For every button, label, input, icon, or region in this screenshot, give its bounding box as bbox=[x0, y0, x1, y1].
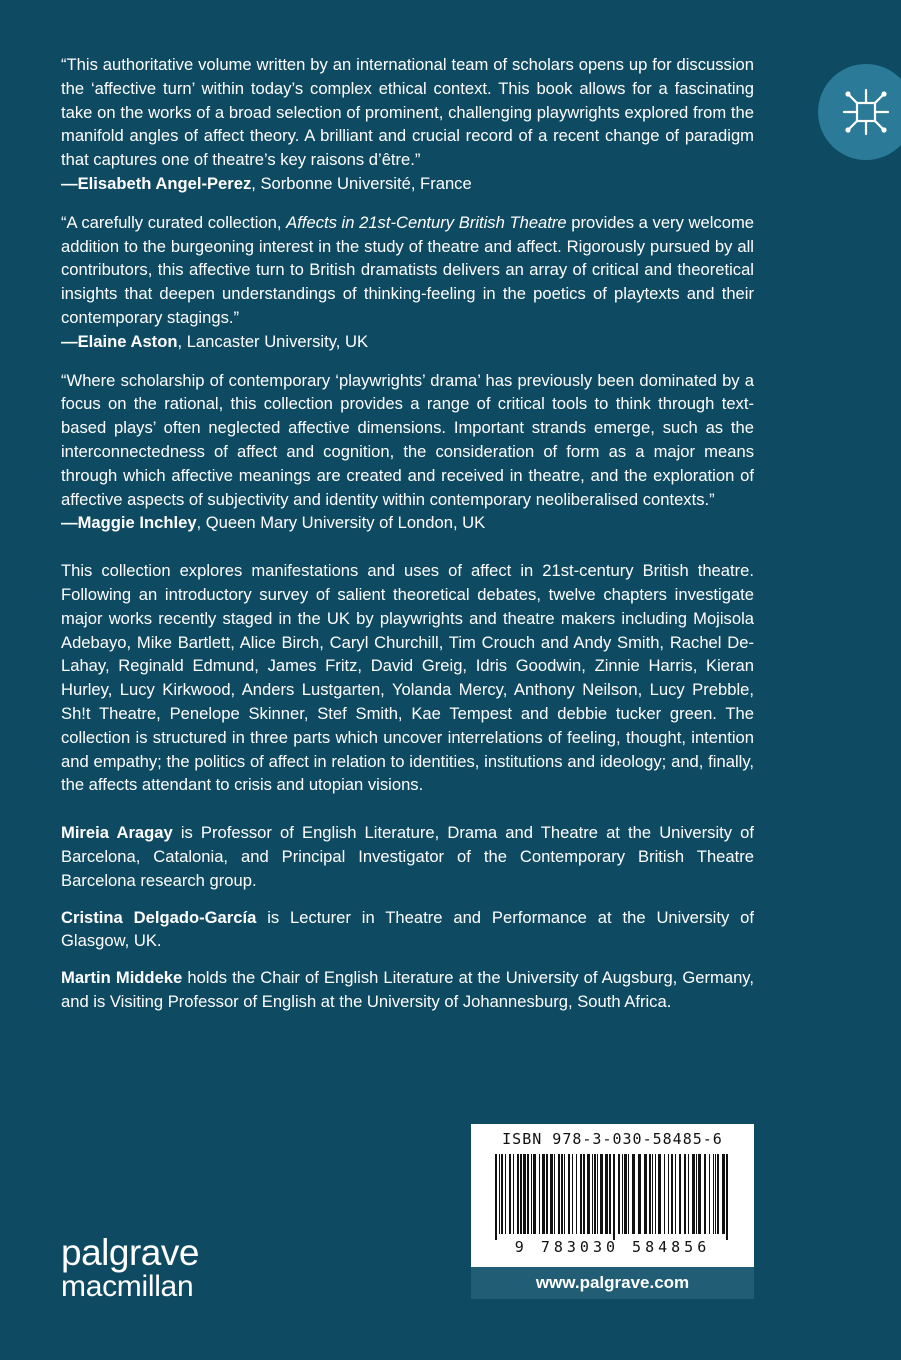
barcode-bar bbox=[587, 1154, 590, 1234]
barcode-bar bbox=[649, 1154, 651, 1234]
barcode-bar bbox=[671, 1154, 673, 1234]
barcode-bar bbox=[684, 1154, 686, 1234]
isbn-barcode bbox=[471, 1124, 754, 1299]
reviewer-name: Elaine Aston bbox=[77, 331, 178, 351]
barcode-bar bbox=[628, 1154, 629, 1234]
review-quote-3: “Where scholarship of contemporary ‘playwrights’ drama’ has previously been dominated by a focus on the rational, this collection provides a range of critical tools to think through text-based plays’ often neglected affective dimensions. Important strands emerge, such as the interconnectedness of affect and cognition, the consideration of form as a major means through which affective meanings are created and received in theatre, and the exploration of affective aspects of subjectivity and identity within contemporary neoliberalised contexts.” bbox=[61, 370, 754, 509]
barcode-bar bbox=[644, 1154, 647, 1234]
barcode-bar bbox=[542, 1154, 545, 1234]
cover-text bbox=[61, 53, 754, 1027]
palgrave-network-logo-icon bbox=[818, 64, 901, 160]
barcode-bar bbox=[658, 1154, 661, 1234]
barcode-bar bbox=[527, 1154, 529, 1234]
barcode-bar bbox=[709, 1154, 710, 1234]
barcode-bar bbox=[622, 1154, 623, 1234]
review-quote-2: “A carefully curated collection, Affects in 21st-Century British Theatre provides a very welcome addition to the burgeoning interest in the study of theatre and affect. Rigorously pursued by all contributors, this affective turn to British dramatists delivers an array of critical and theoretical insights that deepen understandings of thinking-feeling in the poetics of playtexts and their contemporary stagings.” bbox=[61, 212, 754, 327]
barcode-bar bbox=[501, 1154, 503, 1234]
barcode-bar bbox=[675, 1154, 676, 1234]
barcode-bar bbox=[520, 1154, 522, 1234]
book-title: Affects in 21st-Century British Theatre bbox=[286, 212, 567, 232]
barcode-bar bbox=[539, 1154, 540, 1234]
barcode-bar bbox=[698, 1154, 701, 1234]
barcode-bar bbox=[613, 1154, 615, 1240]
editor-bio-3: Martin Middeke holds the Chair of English Literature at the University of Augsburg, Germany, and is Visiting Professor of English at the University of Johannesburg, South Africa. bbox=[61, 968, 754, 1011]
barcode-bar bbox=[568, 1154, 570, 1234]
barcode-bar bbox=[561, 1154, 563, 1234]
barcode-bar bbox=[554, 1154, 555, 1234]
barcode-bar bbox=[583, 1154, 585, 1234]
reviewer-name: Elisabeth Angel-Perez bbox=[77, 173, 252, 193]
barcode-bar bbox=[550, 1154, 553, 1234]
barcode-bar bbox=[664, 1154, 665, 1234]
barcode-bar bbox=[509, 1154, 511, 1234]
barcode-bar bbox=[652, 1154, 653, 1234]
editor-bio-1: Mireia Aragay is Professor of English Literature, Drama and Theatre at the University of Barcelona, Catalonia, and Principal Investigator of the Contemporary British Theatre Barcelona research group. bbox=[61, 823, 754, 890]
barcode-bar bbox=[638, 1154, 641, 1234]
barcode-bar bbox=[564, 1154, 565, 1234]
barcode-bar bbox=[576, 1154, 577, 1234]
barcode-bars bbox=[495, 1154, 730, 1240]
barcode-bar bbox=[609, 1154, 611, 1234]
barcode-bar bbox=[717, 1154, 719, 1234]
barcode-bar bbox=[558, 1154, 560, 1234]
barcode-bar bbox=[533, 1154, 536, 1234]
barcode-bar bbox=[592, 1154, 593, 1234]
barcode-bar bbox=[679, 1154, 681, 1234]
barcode-bar bbox=[696, 1154, 697, 1234]
review-attribution-1: —Elisabeth Angel-Perez, Sorbonne Université, France bbox=[61, 173, 472, 193]
barcode-bar bbox=[713, 1154, 714, 1234]
barcode-bar bbox=[505, 1154, 506, 1234]
publisher-logo bbox=[61, 1234, 199, 1302]
barcode-bar bbox=[618, 1154, 620, 1234]
reviewer-name: Maggie Inchley bbox=[77, 513, 197, 533]
brand-palgrave: palgrave bbox=[61, 1232, 199, 1273]
barcode-bar bbox=[517, 1154, 519, 1234]
barcode-bar bbox=[499, 1154, 500, 1234]
barcode-bar bbox=[704, 1154, 706, 1234]
brand-macmillan: macmillan bbox=[61, 1270, 194, 1303]
book-summary: This collection explores manifestations and uses of affect in 21st-century British theatre. Following an introductory survey of salient theoretical debates, twelve chapters investigate major works recently staged in the UK by playwrights and theatre makers including Mojisola Adebayo, Mike Bartlett, Alice Birch, Caryl Churchill, Tim Crouch and Andy Smith, Rachel De-Lahay, Reginald Edmund, James Fritz, David Greig, Idris Goodwin, Zinnie Harris, Kieran Hurley, Lucy Kirkwood, Anders Lustgarten, Yolanda Mercy, Anthony Neilson, Lucy Prebble, Sh!t Theatre, Penelope Skinner, Stef Smith, Kae Tempest and debbie tucker green. The collection is structured in three parts which uncover interrelations of feeling, thought, intention and empathy; the politics of affect in relation to identities, institutions and ideology; and, finally, the affects attendant to crisis and utopian visions. bbox=[61, 561, 754, 795]
barcode-bar bbox=[632, 1154, 635, 1234]
barcode-bar bbox=[513, 1154, 514, 1234]
barcode-bar bbox=[688, 1154, 689, 1234]
review-quote-1: “This authoritative volume written by an international team of scholars opens up for discussion the ‘affective turn’ within today’s complex ethical context. This book allows for a fascinating take on the works of a broad selection of prominent, challenging playwrights explored from the manifold angles of affect theory. A brilliant and crucial record of a recent change of paradigm that captures one of theatre’s key raisons d’être.” bbox=[61, 55, 754, 170]
isbn-label: ISBN 978-3-030-58485-6 bbox=[502, 1130, 723, 1148]
barcode-bar bbox=[722, 1154, 725, 1234]
barcode-bar bbox=[495, 1154, 497, 1240]
barcode-bar bbox=[572, 1154, 573, 1234]
review-attribution-2: —Elaine Aston, Lancaster University, UK bbox=[61, 331, 369, 351]
barcode-bar bbox=[531, 1154, 532, 1234]
barcode-bar bbox=[600, 1154, 603, 1234]
publisher-url[interactable]: www.palgrave.com bbox=[471, 1267, 754, 1299]
review-attribution-3: —Maggie Inchley, Queen Mary University of London, UK bbox=[61, 513, 486, 533]
barcode-bar bbox=[715, 1154, 716, 1234]
barcode-bar bbox=[597, 1154, 598, 1234]
barcode-bar bbox=[624, 1154, 627, 1234]
barcode-bar bbox=[594, 1154, 596, 1234]
barcode-bar bbox=[655, 1154, 656, 1234]
editor-bio-2: Cristina Delgado-García is Lecturer in Theatre and Performance at the University of Glasgow, UK. bbox=[61, 907, 754, 951]
barcode-bar bbox=[580, 1154, 582, 1234]
barcode-bar bbox=[692, 1154, 695, 1234]
barcode-bar bbox=[726, 1154, 728, 1240]
barcode-bar bbox=[546, 1154, 548, 1234]
barcode-bar bbox=[668, 1154, 669, 1234]
barcode-digits: 9 783030 584856 bbox=[514, 1238, 711, 1256]
barcode-bar bbox=[605, 1154, 608, 1234]
barcode-bar bbox=[523, 1154, 526, 1234]
